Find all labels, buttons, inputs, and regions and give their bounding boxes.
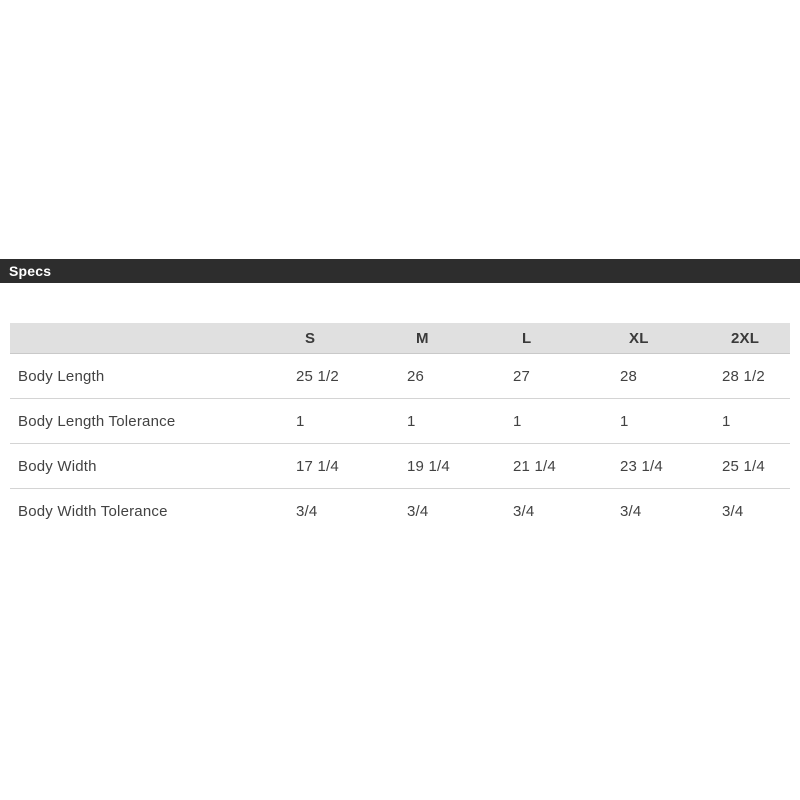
- spec-value: 1: [407, 399, 513, 444]
- row-label: Body Width Tolerance: [18, 502, 168, 520]
- spec-value: 3/4: [407, 502, 429, 520]
- column-header-size-l: L: [513, 323, 620, 354]
- table-row-body-width: [10, 444, 790, 489]
- spec-value: 28 1/2: [722, 354, 790, 399]
- spec-value: 1: [513, 399, 620, 444]
- spec-value: 3/4: [620, 502, 642, 520]
- column-header-size-xl: XL: [620, 323, 722, 354]
- spec-value: 26: [407, 354, 513, 399]
- spec-value: 25 1/2: [296, 354, 407, 399]
- spec-value: 3/4: [722, 502, 744, 520]
- spec-value: 1: [296, 399, 407, 444]
- spec-value: 17 1/4: [296, 444, 407, 489]
- spec-value: 21 1/4: [513, 444, 620, 489]
- size-spec-table: [10, 323, 790, 533]
- spec-value: 25 1/4: [722, 444, 790, 489]
- column-header-spec-name: [10, 323, 296, 354]
- table-row-body-width-tolerance: [10, 489, 790, 534]
- spec-value: 19 1/4: [407, 444, 513, 489]
- specs-section-bar: [0, 259, 800, 283]
- spec-value: 28: [620, 354, 722, 399]
- table-row-body-length: [10, 354, 790, 399]
- row-label: Body Length Tolerance: [10, 399, 296, 444]
- spec-value: 27: [513, 354, 620, 399]
- size-spec-table-container: [10, 323, 790, 533]
- column-header-size-2xl: 2XL: [722, 323, 790, 354]
- size-header-row: [10, 323, 790, 354]
- specs-section-title: Specs: [9, 263, 52, 279]
- spec-value: 1: [620, 399, 722, 444]
- spec-value: 3/4: [513, 502, 535, 520]
- column-header-size-s: S: [296, 323, 407, 354]
- spec-value: 23 1/4: [620, 444, 722, 489]
- spec-value: 3/4: [296, 502, 318, 520]
- row-label: Body Length: [10, 354, 296, 399]
- table-row-body-length-tolerance: [10, 399, 790, 444]
- row-label: Body Width: [10, 444, 296, 489]
- spec-value: 1: [722, 399, 790, 444]
- column-header-size-m: M: [407, 323, 513, 354]
